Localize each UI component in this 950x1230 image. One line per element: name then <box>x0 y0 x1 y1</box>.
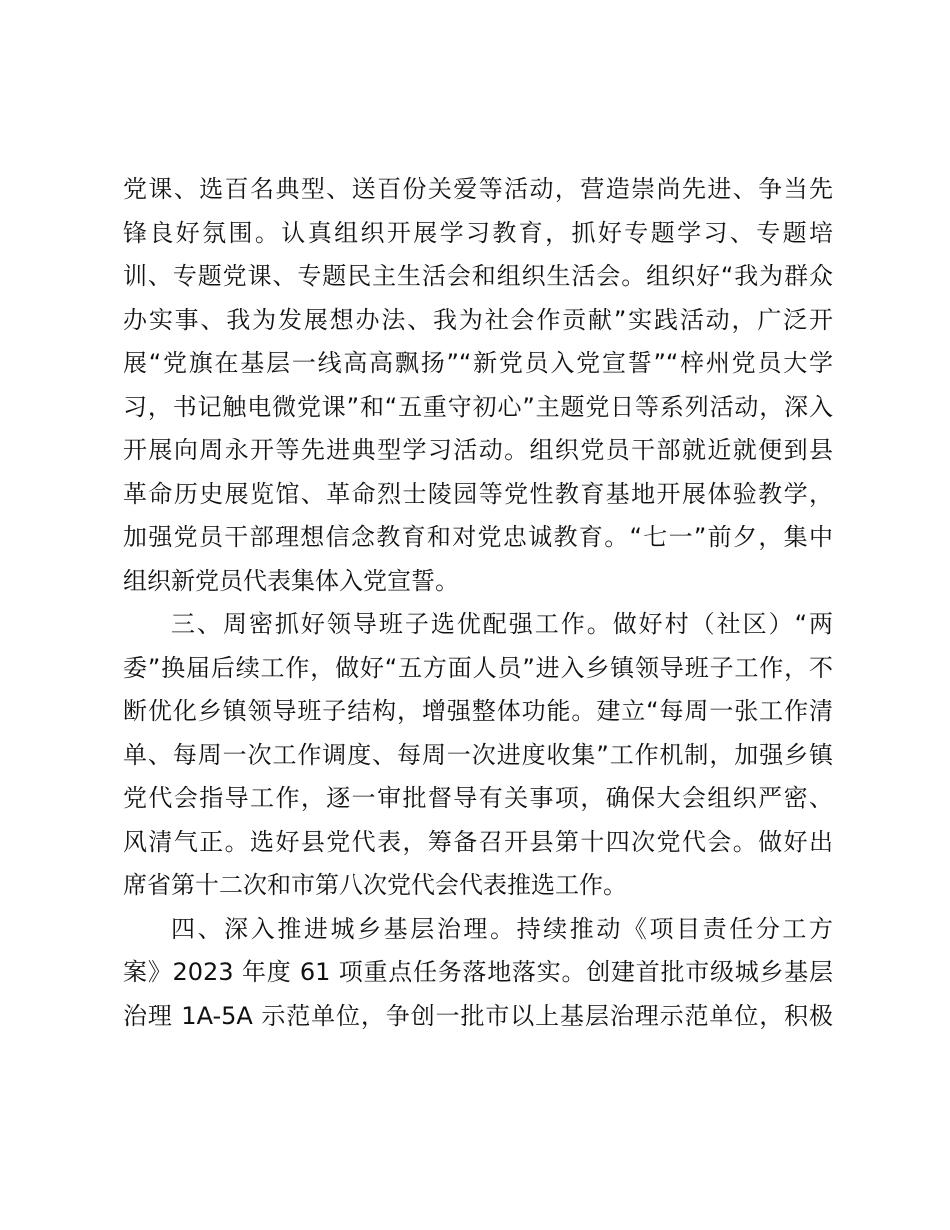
paragraph-line: 办实事、我为发展想办法、我为社会作贡献”实践活动，广泛开 <box>123 305 833 334</box>
paragraph-line: 委”换届后续工作，做好“五方面人员”进入乡镇领导班子工作，不 <box>123 653 833 682</box>
paragraph-line: 党代会指导工作，逐一审批督导有关事项，确保大会组织严密、 <box>123 784 833 812</box>
paragraph-line: 训、专题党课、专题民主生活会和组织生活会。组织好“我为群众 <box>123 262 833 290</box>
section-heading-line: 三、周密抓好领导班子选优配强工作。做好村（社区）“两 <box>171 610 833 638</box>
paragraph-line: 案》2023 年度 61 项重点任务落地落实。创建首批市级城乡基层 <box>123 958 833 986</box>
paragraph-line: 断优化乡镇领导班子结构，增强整体功能。建立“每周一张工作清 <box>123 697 833 725</box>
paragraph-line: 治理 1A-5A 示范单位，争创一批市以上基层治理示范单位，积极 <box>123 1001 833 1030</box>
paragraph-line-last: 席省第十二次和市第八次党代会代表推选工作。 <box>123 871 627 899</box>
paragraph-line: 展“党旗在基层一线高高飘扬”“新党员入党宣誓”“梓州党员大学 <box>123 349 833 377</box>
paragraph-line: 单、每周一次工作调度、每周一次进度收集”工作机制，加强乡镇 <box>123 740 833 769</box>
paragraph-line: 开展向周永开等先进典型学习活动。组织党员干部就近就便到县 <box>123 436 833 464</box>
paragraph-line: 习，书记触电微党课”和“五重守初心”主题党日等系列活动，深入 <box>123 392 833 421</box>
paragraph-line: 风清气正。选好县党代表，筹备召开县第十四次党代会。做好出 <box>123 827 833 856</box>
paragraph-line-last: 组织新党员代表集体入党宣誓。 <box>123 566 459 595</box>
paragraph-line: 加强党员干部理想信念教育和对党忠诚教育。“七一”前夕，集中 <box>123 523 833 551</box>
document-body <box>123 168 833 1038</box>
paragraph-line: 党课、选百名典型、送百份关爱等活动，营造崇尚先进、争当先 <box>123 175 833 203</box>
paragraph-line: 锋良好氛围。认真组织开展学习教育，抓好专题学习、专题培 <box>123 218 833 247</box>
paragraph-line: 革命历史展览馆、革命烈士陵园等党性教育基地开展体验教学， <box>123 479 833 508</box>
section-heading-line: 四、深入推进城乡基层治理。持续推动《项目责任分工方 <box>171 914 833 943</box>
